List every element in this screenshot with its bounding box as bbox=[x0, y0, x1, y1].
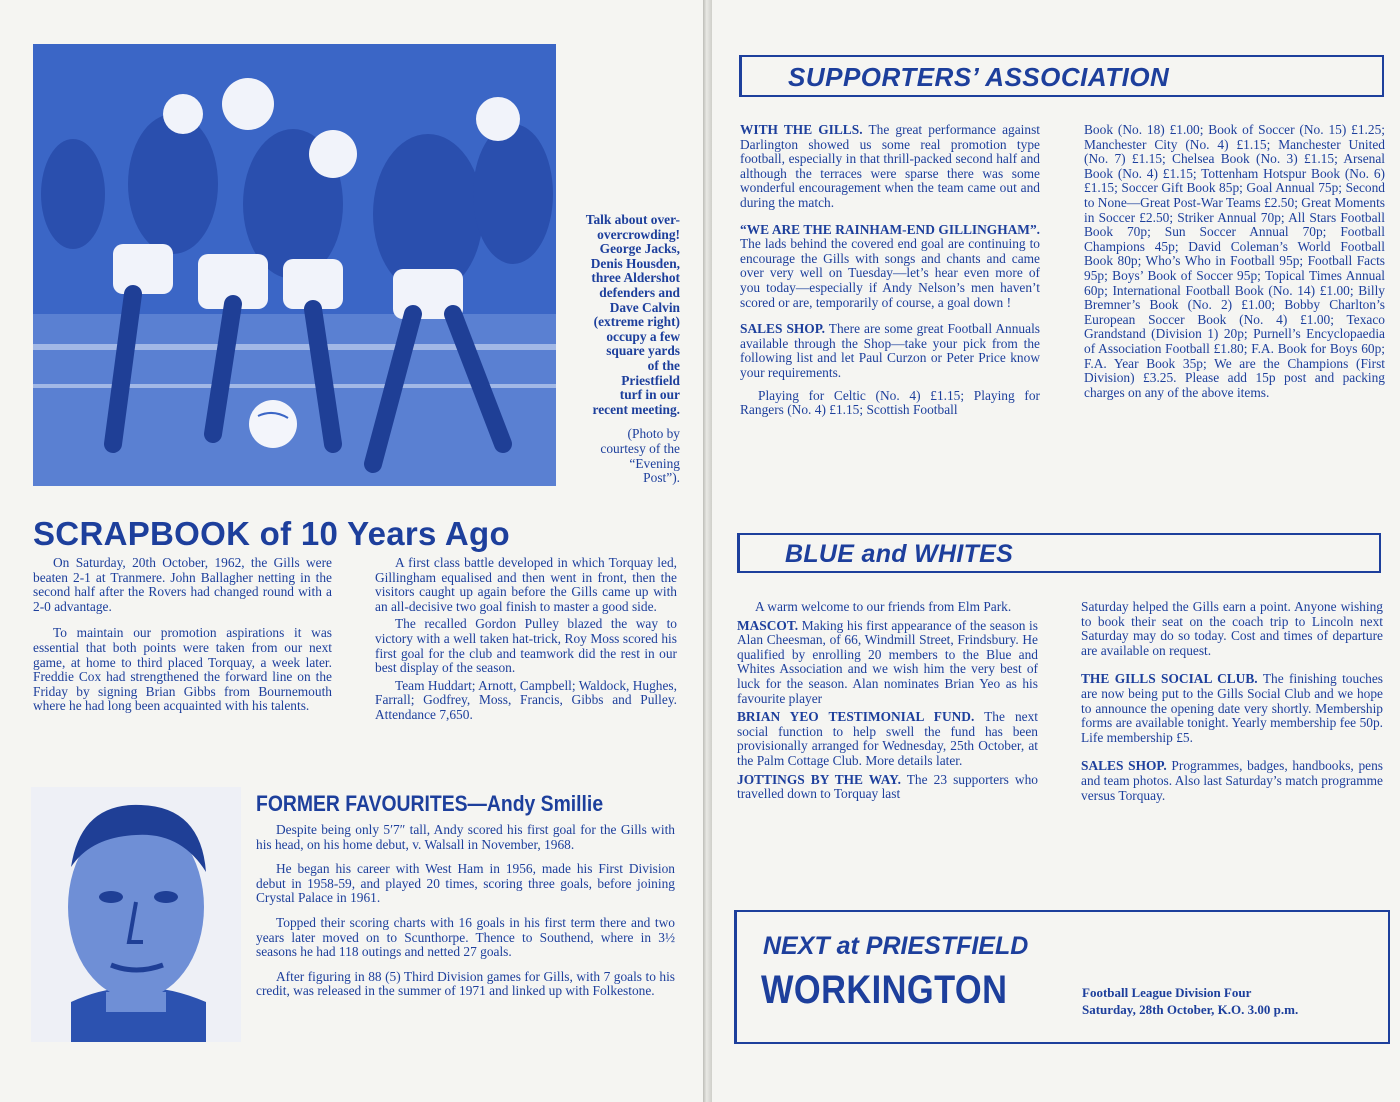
supporters-paragraph: “WE ARE THE RAINHAM-END GILLINGHAM”. The lads behind the covered end goal are continuing to encourage the Gills with songs and chants and came over very well on Tuesday—let’s hear even more of you today—especially if Andy Nelson’s men haven’t scored or are, temporarily of course, a goal down ! bbox=[740, 221, 1040, 310]
caption-line: Talk about over- bbox=[585, 212, 680, 227]
caption-line: Priestfield bbox=[621, 372, 680, 388]
blue-whites-paragraph: BRIAN YEO TESTIMONIAL FUND. The next social function to help swell the fund has been provisionally arranged for Wednesday, 25th October, at the Palm Cottage Club. More details later. bbox=[737, 709, 1039, 768]
supporters-paragraph: WITH THE GILLS. The great performance against Darlington showed us some real promotion type football, especially in that thrill-packed second half and although the terraces were sparse there was some wonderful encouragement when the team came out and during the match. bbox=[740, 122, 1041, 210]
blue-whites-paragraph: Saturday helped the Gills earn a point. Anyone wishing to book their seat on the coach trip to Lincoln next Saturday may do so today. Cost and times of departure are available on request. bbox=[1081, 599, 1383, 658]
scrapbook-column-1 bbox=[33, 556, 332, 714]
caption-line: (extreme right) bbox=[593, 314, 680, 330]
former-favourites-title: FORMER FAVOURITES—Andy Smillie bbox=[256, 791, 604, 816]
scrapbook-paragraph: The recalled Gordon Pulley blazed the way to victory with a well taken hat-trick, Roy Moss scored his first goal for the club and teamwork did the rest in our best display of the season. bbox=[375, 616, 677, 676]
supporters-column-1 bbox=[740, 123, 1040, 418]
next-match-box bbox=[734, 910, 1390, 1044]
match-action-photo bbox=[33, 44, 556, 486]
portrait-illustration bbox=[31, 787, 241, 1042]
former-favourites-text bbox=[256, 823, 675, 999]
supporters-association-header bbox=[739, 55, 1384, 97]
blue-whites-paragraph: MASCOT. Making his first appearance of the season is Alan Cheesman, of 66, Windmill Street, Frindsbury. He qualified by enrolling 20 members to the Blue and Whites Association and we wish him the very best of luck for the season. Alan nominates Brian Yeo as his favourite player bbox=[737, 617, 1038, 706]
favourites-paragraph: After figuring in 88 (5) Third Division games for Gills, with 7 goals to his credit, was released in the summer of 1971 and linked up with Folkestone. bbox=[256, 968, 675, 999]
fixture-date-time: Saturday, 28th October, K.O. 3.00 p.m. bbox=[1082, 1002, 1299, 1017]
andy-smillie-portrait bbox=[31, 787, 241, 1042]
favourites-paragraph: He began his career with West Ham in 1956, made his First Division debut in 1958-59, and played 20 times, scoring three goals, before joining Crystal Palace in 1961. bbox=[256, 861, 675, 906]
caption-line: courtesy of the bbox=[600, 440, 680, 456]
blue-whites-paragraph: A warm welcome to our friends from Elm Park. bbox=[755, 599, 1012, 614]
fixture-competition: Football League Division Four bbox=[1082, 985, 1252, 1000]
photo-caption bbox=[562, 213, 680, 486]
caption-line: George Jacks, bbox=[599, 241, 680, 257]
caption-line: recent meeting. bbox=[592, 401, 680, 417]
favourites-paragraph: Despite being only 5′7″ tall, Andy scored his first goal for the Gills with his head, on his home debut, v. Walsall in November, 1968. bbox=[256, 822, 675, 852]
caption-line: Dave Calvin bbox=[609, 299, 680, 315]
opponent-name: WORKINGTON bbox=[761, 968, 1008, 1012]
players-illustration bbox=[33, 44, 556, 486]
page-gutter bbox=[703, 0, 712, 1102]
caption-line: turf in our bbox=[619, 387, 680, 403]
caption-line: of the bbox=[647, 357, 680, 373]
caption-line: Denis Housden, bbox=[590, 255, 680, 271]
annuals-list: Book (No. 18) £1.00; Book of Soccer (No. 15) £1.25; Manchester City (No. 4) £1.15; Manchester United (No. 7) £1.15; Chelsea Book (No. 3) £1.15; Arsenal Book (No. 4) £1.15; Tottenham Hotspur Book (No. 6) £1.15; Soccer Gift Book 85p; Goal Annual 75p; Second to None—Great Post-War Teams £2.50; Great Moments in Soccer £2.50; Striker Annual 70p; All Stars Football Book 70p; Sun Soccer Annual 70p; Football Champions 45p; David Coleman’s World Football Book 80p; Who’s Who in Football 95p; Football Facts 95p; Boys’ Book of Soccer 95p; Topical Times Annual 60p; International Football Book (No. 14) £1.00; Billy Bremner’s Book (No. 2) £1.00; Bobby Charlton’s European Soccer Book (No. 4) £1.00; Texaco Grandstand (Division 1) 20p; Purnell’s Encyclopaedia of Association Football £1.80; F.A. Book for Boys 60p; F.A. Year Book 35p; We are the Champions (First Division) £3.25. Please add 15p post and packing charges on any of the above items. bbox=[1084, 122, 1385, 400]
next-match-title: NEXT at PRIESTFIELD bbox=[763, 932, 1029, 960]
blue-and-whites-title: BLUE and WHITES bbox=[785, 540, 1014, 568]
blue-whites-paragraph: JOTTINGS BY THE WAY. The 23 supporters who travelled down to Torquay last bbox=[737, 771, 1038, 802]
caption-line: “Evening bbox=[629, 455, 680, 471]
scrapbook-paragraph: To maintain our promotion aspirations it was essential that both points were taken from our next game, at home to third placed Torquay, a week later. Freddie Cox had strengthened the forward line on the Friday by signing Brian Gibbs from Bournemouth where he had long been acquainted with his talents. bbox=[33, 625, 332, 714]
caption-line: defenders and bbox=[599, 284, 680, 300]
right-page bbox=[712, 0, 1400, 1102]
caption-line: square yards bbox=[606, 343, 680, 359]
scrapbook-column-2 bbox=[375, 556, 677, 723]
caption-line: Post”). bbox=[643, 470, 680, 486]
supporters-paragraph: SALES SHOP. There are some great Football Annuals available through the Shop—take your pick from the following list and let Paul Curzon or Peter Price know your requirements. bbox=[740, 321, 1041, 380]
supporters-paragraph: Playing for Celtic (No. 4) £1.15; Playing for Rangers (No. 4) £1.15; Scottish Football bbox=[740, 387, 1040, 418]
scrapbook-title: SCRAPBOOK of 10 Years Ago bbox=[33, 515, 510, 552]
caption-line: overcrowding! bbox=[597, 226, 680, 242]
blue-whites-paragraph: THE GILLS SOCIAL CLUB. The finishing touches are now being put to the Gills Social Club and we hope to announce the opening date very shortly. Membership forms are available tonight. Yearly membership fee 50p. Life membership £5. bbox=[1081, 671, 1383, 745]
scrapbook-paragraph: On Saturday, 20th October, 1962, the Gills were beaten 2-1 at Tranmere. John Ballagher netting in the second half after the Rovers had changed round with a 2-0 advantage. bbox=[33, 555, 332, 614]
caption-text bbox=[562, 213, 680, 417]
photo-credit bbox=[562, 427, 680, 485]
supporters-column-2 bbox=[1084, 123, 1385, 400]
caption-line: (Photo by bbox=[627, 426, 680, 442]
caption-line: occupy a few bbox=[606, 328, 680, 344]
blue-whites-paragraph: SALES SHOP. Programmes, badges, handbooks, pens and team photos. Also last Saturday’s match programme versus Torquay. bbox=[1081, 758, 1384, 803]
caption-line: three Aldershot bbox=[591, 270, 680, 286]
fixture-details bbox=[1082, 984, 1298, 1018]
blue-whites-column-1 bbox=[737, 600, 1038, 802]
blue-and-whites-header bbox=[737, 533, 1381, 573]
favourites-paragraph: Topped their scoring charts with 16 goals in his first term there and two years later moved on to Scunthorpe. Thence to Southend, where in 3½ seasons he had 118 outings and netted 27 goals. bbox=[256, 914, 675, 960]
supporters-association-title: SUPPORTERS’ ASSOCIATION bbox=[788, 62, 1170, 92]
scrapbook-paragraph: Team Huddart; Arnott, Campbell; Waldock, Hughes, Farrall; Godfrey, Moss, Francis, Gibbs and Pulley. Attendance 7,650. bbox=[375, 677, 677, 722]
blue-whites-column-2 bbox=[1081, 600, 1383, 803]
scrapbook-paragraph: A first class battle developed in which Torquay led, Gillingham equalised and then went in front, then the visitors caught up again before the Gills came up with an all-decisive two goal finish to master a good side. bbox=[375, 555, 677, 614]
